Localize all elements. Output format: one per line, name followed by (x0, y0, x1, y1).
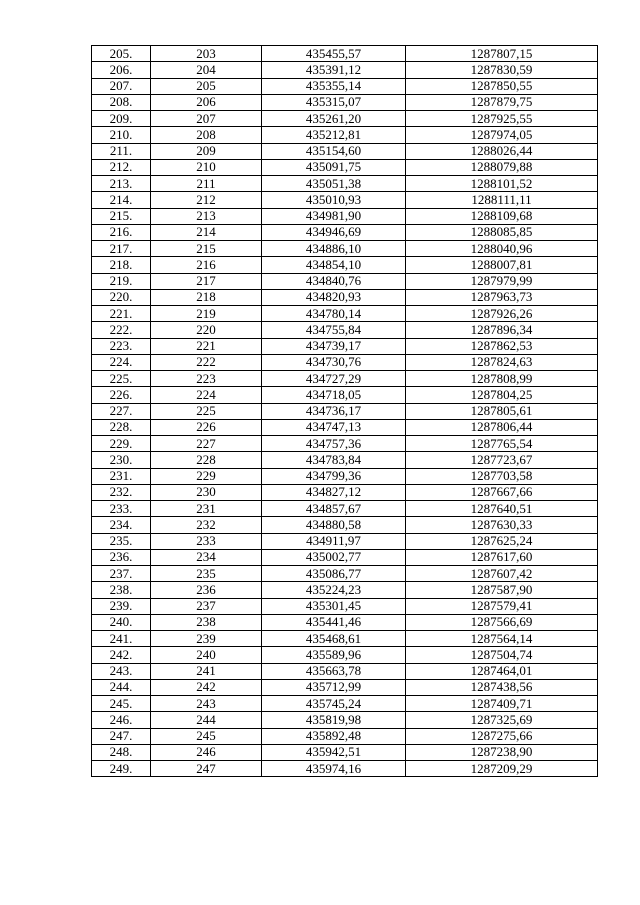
y-coordinate-cell: 1287464,01 (406, 663, 598, 679)
x-coordinate-cell: 435010,93 (262, 192, 406, 208)
row-number-cell: 208. (92, 94, 151, 110)
row-number-cell: 215. (92, 208, 151, 224)
row-number-cell: 228. (92, 419, 151, 435)
point-number-cell: 220 (151, 322, 262, 338)
table-row (92, 306, 598, 322)
y-coordinate-cell: 1287607,42 (406, 566, 598, 582)
x-coordinate-cell: 434718,05 (262, 387, 406, 403)
point-number-cell: 243 (151, 696, 262, 712)
point-number-cell: 237 (151, 598, 262, 614)
table-row (92, 62, 598, 78)
table-row (92, 159, 598, 175)
x-coordinate-cell: 435261,20 (262, 111, 406, 127)
y-coordinate-cell: 1287862,53 (406, 338, 598, 354)
x-coordinate-cell: 435942,51 (262, 744, 406, 760)
point-number-cell: 241 (151, 663, 262, 679)
table-row (92, 647, 598, 663)
point-number-cell: 233 (151, 533, 262, 549)
y-coordinate-cell: 1287587,90 (406, 582, 598, 598)
point-number-cell: 212 (151, 192, 262, 208)
x-coordinate-cell: 435355,14 (262, 78, 406, 94)
table-row (92, 582, 598, 598)
x-coordinate-cell: 435663,78 (262, 663, 406, 679)
row-number-cell: 233. (92, 501, 151, 517)
table-row (92, 566, 598, 582)
x-coordinate-cell: 434747,13 (262, 419, 406, 435)
table-row (92, 517, 598, 533)
row-number-cell: 243. (92, 663, 151, 679)
x-coordinate-cell: 435212,81 (262, 127, 406, 143)
table-row (92, 127, 598, 143)
y-coordinate-cell: 1287325,69 (406, 712, 598, 728)
row-number-cell: 242. (92, 647, 151, 663)
row-number-cell: 219. (92, 273, 151, 289)
point-number-cell: 230 (151, 484, 262, 500)
row-number-cell: 234. (92, 517, 151, 533)
x-coordinate-cell: 435051,38 (262, 176, 406, 192)
x-coordinate-cell: 435441,46 (262, 614, 406, 630)
table-row (92, 631, 598, 647)
y-coordinate-cell: 1287409,71 (406, 696, 598, 712)
row-number-cell: 207. (92, 78, 151, 94)
point-number-cell: 225 (151, 403, 262, 419)
point-number-cell: 242 (151, 679, 262, 695)
table-row (92, 403, 598, 419)
x-coordinate-cell: 435315,07 (262, 94, 406, 110)
point-number-cell: 223 (151, 371, 262, 387)
y-coordinate-cell: 1287564,14 (406, 631, 598, 647)
table-row (92, 452, 598, 468)
x-coordinate-cell: 435091,75 (262, 159, 406, 175)
y-coordinate-cell: 1287896,34 (406, 322, 598, 338)
point-number-cell: 215 (151, 241, 262, 257)
table-row (92, 338, 598, 354)
point-number-cell: 247 (151, 761, 262, 777)
table-row (92, 419, 598, 435)
x-coordinate-cell: 434880,58 (262, 517, 406, 533)
y-coordinate-cell: 1287617,60 (406, 549, 598, 565)
row-number-cell: 247. (92, 728, 151, 744)
x-coordinate-cell: 434757,36 (262, 436, 406, 452)
point-number-cell: 214 (151, 224, 262, 240)
table-row (92, 78, 598, 94)
table-row (92, 208, 598, 224)
table-row (92, 192, 598, 208)
table-row (92, 501, 598, 517)
y-coordinate-cell: 1288026,44 (406, 143, 598, 159)
x-coordinate-cell: 435819,98 (262, 712, 406, 728)
row-number-cell: 212. (92, 159, 151, 175)
row-number-cell: 232. (92, 484, 151, 500)
x-coordinate-cell: 434780,14 (262, 306, 406, 322)
x-coordinate-cell: 435589,96 (262, 647, 406, 663)
x-coordinate-cell: 434783,84 (262, 452, 406, 468)
row-number-cell: 230. (92, 452, 151, 468)
y-coordinate-cell: 1287723,67 (406, 452, 598, 468)
row-number-cell: 224. (92, 354, 151, 370)
table-row (92, 728, 598, 744)
table-row (92, 549, 598, 565)
y-coordinate-cell: 1287963,73 (406, 289, 598, 305)
row-number-cell: 218. (92, 257, 151, 273)
table-row (92, 176, 598, 192)
x-coordinate-cell: 435712,99 (262, 679, 406, 695)
y-coordinate-cell: 1287807,15 (406, 46, 598, 62)
y-coordinate-cell: 1287926,26 (406, 306, 598, 322)
row-number-cell: 235. (92, 533, 151, 549)
y-coordinate-cell: 1287925,55 (406, 111, 598, 127)
row-number-cell: 227. (92, 403, 151, 419)
point-number-cell: 208 (151, 127, 262, 143)
point-number-cell: 240 (151, 647, 262, 663)
table-row (92, 241, 598, 257)
table-row (92, 46, 598, 62)
table-row (92, 224, 598, 240)
x-coordinate-cell: 434730,76 (262, 354, 406, 370)
point-number-cell: 231 (151, 501, 262, 517)
x-coordinate-cell: 435224,23 (262, 582, 406, 598)
table-row (92, 696, 598, 712)
coordinates-table (91, 45, 598, 777)
table-row (92, 257, 598, 273)
x-coordinate-cell: 434736,17 (262, 403, 406, 419)
row-number-cell: 211. (92, 143, 151, 159)
x-coordinate-cell: 434840,76 (262, 273, 406, 289)
table-row (92, 761, 598, 777)
table-row (92, 322, 598, 338)
x-coordinate-cell: 434854,10 (262, 257, 406, 273)
point-number-cell: 206 (151, 94, 262, 110)
table-row (92, 273, 598, 289)
point-number-cell: 232 (151, 517, 262, 533)
point-number-cell: 226 (151, 419, 262, 435)
row-number-cell: 214. (92, 192, 151, 208)
row-number-cell: 206. (92, 62, 151, 78)
x-coordinate-cell: 434799,36 (262, 468, 406, 484)
row-number-cell: 209. (92, 111, 151, 127)
x-coordinate-cell: 434820,93 (262, 289, 406, 305)
table-row (92, 289, 598, 305)
row-number-cell: 244. (92, 679, 151, 695)
y-coordinate-cell: 1287238,90 (406, 744, 598, 760)
y-coordinate-cell: 1287275,66 (406, 728, 598, 744)
x-coordinate-cell: 434857,67 (262, 501, 406, 517)
x-coordinate-cell: 435892,48 (262, 728, 406, 744)
x-coordinate-cell: 435154,60 (262, 143, 406, 159)
table-row (92, 143, 598, 159)
y-coordinate-cell: 1287805,61 (406, 403, 598, 419)
y-coordinate-cell: 1287850,55 (406, 78, 598, 94)
point-number-cell: 216 (151, 257, 262, 273)
point-number-cell: 246 (151, 744, 262, 760)
y-coordinate-cell: 1287830,59 (406, 62, 598, 78)
point-number-cell: 229 (151, 468, 262, 484)
table-row (92, 436, 598, 452)
point-number-cell: 221 (151, 338, 262, 354)
point-number-cell: 219 (151, 306, 262, 322)
y-coordinate-cell: 1287566,69 (406, 614, 598, 630)
x-coordinate-cell: 434911,97 (262, 533, 406, 549)
table-row (92, 94, 598, 110)
row-number-cell: 226. (92, 387, 151, 403)
point-number-cell: 209 (151, 143, 262, 159)
x-coordinate-cell: 435745,24 (262, 696, 406, 712)
point-number-cell: 211 (151, 176, 262, 192)
point-number-cell: 222 (151, 354, 262, 370)
x-coordinate-cell: 434946,69 (262, 224, 406, 240)
row-number-cell: 240. (92, 614, 151, 630)
table-row (92, 354, 598, 370)
row-number-cell: 248. (92, 744, 151, 760)
y-coordinate-cell: 1287630,33 (406, 517, 598, 533)
point-number-cell: 213 (151, 208, 262, 224)
y-coordinate-cell: 1287640,51 (406, 501, 598, 517)
point-number-cell: 228 (151, 452, 262, 468)
y-coordinate-cell: 1288040,96 (406, 241, 598, 257)
point-number-cell: 218 (151, 289, 262, 305)
table-row (92, 712, 598, 728)
row-number-cell: 231. (92, 468, 151, 484)
point-number-cell: 224 (151, 387, 262, 403)
row-number-cell: 223. (92, 338, 151, 354)
row-number-cell: 237. (92, 566, 151, 582)
point-number-cell: 239 (151, 631, 262, 647)
table-row (92, 744, 598, 760)
point-number-cell: 244 (151, 712, 262, 728)
row-number-cell: 205. (92, 46, 151, 62)
point-number-cell: 203 (151, 46, 262, 62)
row-number-cell: 245. (92, 696, 151, 712)
table-row (92, 533, 598, 549)
table-row (92, 371, 598, 387)
y-coordinate-cell: 1287579,41 (406, 598, 598, 614)
y-coordinate-cell: 1288111,11 (406, 192, 598, 208)
point-number-cell: 204 (151, 62, 262, 78)
coordinates-table-body (92, 46, 598, 777)
y-coordinate-cell: 1287703,58 (406, 468, 598, 484)
row-number-cell: 217. (92, 241, 151, 257)
point-number-cell: 234 (151, 549, 262, 565)
point-number-cell: 238 (151, 614, 262, 630)
x-coordinate-cell: 434827,12 (262, 484, 406, 500)
row-number-cell: 221. (92, 306, 151, 322)
y-coordinate-cell: 1288079,88 (406, 159, 598, 175)
row-number-cell: 213. (92, 176, 151, 192)
y-coordinate-cell: 1287667,66 (406, 484, 598, 500)
table-row (92, 614, 598, 630)
y-coordinate-cell: 1287804,25 (406, 387, 598, 403)
row-number-cell: 238. (92, 582, 151, 598)
y-coordinate-cell: 1288085,85 (406, 224, 598, 240)
row-number-cell: 210. (92, 127, 151, 143)
y-coordinate-cell: 1287979,99 (406, 273, 598, 289)
y-coordinate-cell: 1288007,81 (406, 257, 598, 273)
x-coordinate-cell: 435455,57 (262, 46, 406, 62)
table-row (92, 468, 598, 484)
row-number-cell: 249. (92, 761, 151, 777)
x-coordinate-cell: 434739,17 (262, 338, 406, 354)
table-row (92, 598, 598, 614)
y-coordinate-cell: 1287879,75 (406, 94, 598, 110)
x-coordinate-cell: 435002,77 (262, 549, 406, 565)
table-row (92, 111, 598, 127)
table-row (92, 663, 598, 679)
y-coordinate-cell: 1287974,05 (406, 127, 598, 143)
y-coordinate-cell: 1287625,24 (406, 533, 598, 549)
row-number-cell: 229. (92, 436, 151, 452)
row-number-cell: 216. (92, 224, 151, 240)
x-coordinate-cell: 435974,16 (262, 761, 406, 777)
row-number-cell: 236. (92, 549, 151, 565)
point-number-cell: 210 (151, 159, 262, 175)
x-coordinate-cell: 435301,45 (262, 598, 406, 614)
y-coordinate-cell: 1287806,44 (406, 419, 598, 435)
y-coordinate-cell: 1287824,63 (406, 354, 598, 370)
y-coordinate-cell: 1287438,56 (406, 679, 598, 695)
y-coordinate-cell: 1288109,68 (406, 208, 598, 224)
point-number-cell: 236 (151, 582, 262, 598)
x-coordinate-cell: 435086,77 (262, 566, 406, 582)
x-coordinate-cell: 434981,90 (262, 208, 406, 224)
x-coordinate-cell: 434886,10 (262, 241, 406, 257)
row-number-cell: 220. (92, 289, 151, 305)
point-number-cell: 217 (151, 273, 262, 289)
point-number-cell: 227 (151, 436, 262, 452)
row-number-cell: 222. (92, 322, 151, 338)
x-coordinate-cell: 435391,12 (262, 62, 406, 78)
y-coordinate-cell: 1288101,52 (406, 176, 598, 192)
table-row (92, 484, 598, 500)
point-number-cell: 207 (151, 111, 262, 127)
x-coordinate-cell: 434727,29 (262, 371, 406, 387)
table-row (92, 387, 598, 403)
row-number-cell: 241. (92, 631, 151, 647)
y-coordinate-cell: 1287808,99 (406, 371, 598, 387)
y-coordinate-cell: 1287209,29 (406, 761, 598, 777)
x-coordinate-cell: 435468,61 (262, 631, 406, 647)
row-number-cell: 225. (92, 371, 151, 387)
table-row (92, 679, 598, 695)
point-number-cell: 235 (151, 566, 262, 582)
point-number-cell: 205 (151, 78, 262, 94)
point-number-cell: 245 (151, 728, 262, 744)
row-number-cell: 246. (92, 712, 151, 728)
row-number-cell: 239. (92, 598, 151, 614)
x-coordinate-cell: 434755,84 (262, 322, 406, 338)
y-coordinate-cell: 1287765,54 (406, 436, 598, 452)
y-coordinate-cell: 1287504,74 (406, 647, 598, 663)
